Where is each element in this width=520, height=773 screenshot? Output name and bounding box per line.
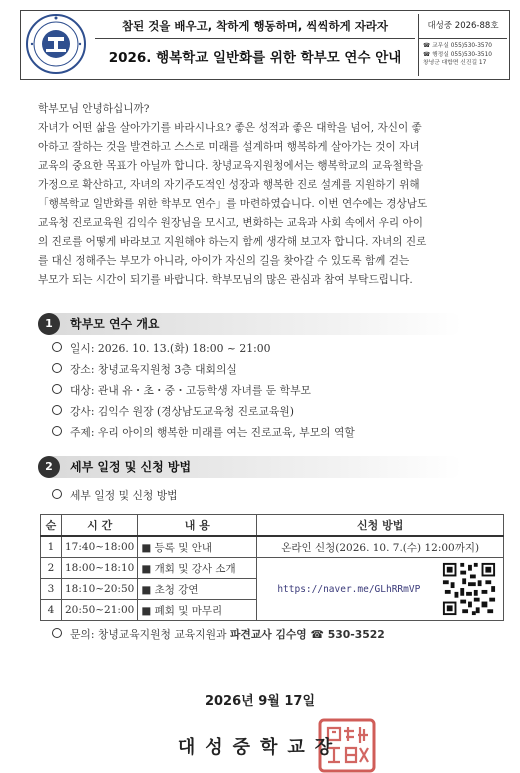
col-header-content: 내 용 — [138, 515, 257, 537]
col-header-no: 순 — [41, 515, 62, 537]
intro-line: 교육의 중요한 목표가 아닐까 합니다. 창녕교육지원청에서는 행복학교의 교육철학을 — [38, 160, 424, 172]
col-header-time: 시 간 — [62, 515, 138, 537]
intro-line: 를 대신 정해주는 부모가 아니라, 아이가 자신의 길을 찾아갈 수 있도록 함께 걷는 — [38, 255, 410, 267]
document-title: 2026. 행복학교 일반화를 위한 학부모 연수 안내 — [108, 50, 402, 66]
list-item: 강사: 김익수 원장 (경상남도교육청 진로교육원) — [52, 401, 355, 422]
contact-line: 창녕군 대합면 신진길 17 — [423, 60, 487, 66]
contact-line: ☎ 행정실 055)530-3510 — [423, 51, 492, 58]
school-emblem-icon — [24, 13, 88, 75]
intro-line: 「행복학교 일반화를 위한 학부모 연수」를 마련하였습니다. 이번 연수에는 경상남도 — [38, 198, 428, 210]
schedule-subheading: 세부 일정 및 신청 방법 — [52, 485, 178, 506]
table-row: 3 18:10~20:50 ■ 초청 강연 — [41, 579, 504, 600]
section-title: 학부모 연수 개요 — [70, 317, 160, 331]
intro-paragraph — [38, 100, 494, 290]
overview-list — [52, 338, 355, 443]
intro-line: 학부모님 안녕하십니까? — [38, 103, 150, 115]
list-item: 장소: 창녕교육지원청 3층 대회의실 — [52, 359, 355, 380]
section-title: 세부 일정 및 신청 방법 — [70, 460, 192, 474]
method-cell — [257, 558, 504, 621]
intro-line: 의 진로를 어떻게 바라보고 지원해야 하는지 함께 생각해 보고자 합니다. 자녀의 진로 — [38, 236, 427, 248]
schedule-table — [40, 514, 504, 621]
table-row: 2 18:00~18:10 ■ 개회 및 강사 소개 https://naver.me/GLhRRmVP — [41, 558, 504, 579]
document-number: 대성중 2026-88호 — [418, 14, 507, 39]
section-number: 1 — [38, 313, 60, 335]
contact-line: ☎ 교무실 055)530-3570 — [423, 43, 492, 49]
circle-bullet-icon — [52, 489, 62, 499]
method-text: 온라인 신청(2026. 10. 7.(수) 12:00까지) — [257, 536, 504, 558]
table-row: 4 20:50~21:00 ■ 폐회 및 마무리 — [41, 600, 504, 621]
list-item: 일시: 2026. 10. 13.(화) 18:00 ~ 21:00 — [52, 338, 355, 359]
list-item: 주제: 우리 아이의 행복한 미래를 여는 진로교육, 부모의 역할 — [52, 422, 355, 443]
list-item: 대상: 관내 유・초・중・고등학생 자녀를 둔 학부모 — [52, 380, 355, 401]
section-header-schedule — [38, 456, 462, 478]
circle-bullet-icon — [52, 628, 62, 638]
school-name-signature: 대성중학교장 — [177, 737, 343, 758]
inquiry-line: 문의: 창녕교육지원청 교육지원과 파견교사 김수영 ☎ 530-3522 — [52, 627, 385, 642]
table-header-row — [41, 515, 504, 537]
intro-line: 교육청 진로교육원 김익수 원장님을 모시고, 변화하는 교육과 사회 속에서 우리 아이 — [38, 217, 423, 229]
registration-link[interactable]: https://naver.me/GLhRRmVP — [277, 583, 421, 595]
contact-info — [418, 38, 506, 76]
circle-bullet-icon — [52, 405, 62, 415]
circle-bullet-icon — [52, 426, 62, 436]
circle-bullet-icon — [52, 384, 62, 394]
circle-bullet-icon — [52, 363, 62, 373]
school-slogan: 참된 것을 배우고, 착하게 행동하며, 씩씩하게 자라자 — [95, 14, 415, 39]
section-number: 2 — [38, 456, 60, 478]
intro-line: 자녀가 어떤 삶을 살아가기를 바라시나요? 좋은 성적과 좋은 대학을 넘어, 자신이 좋 — [38, 122, 422, 134]
table-row: 1 17:40~18:00 ■ 등록 및 안내 온라인 신청(2026. 10. 7.(수) 12:00까지) — [41, 536, 504, 558]
inquiry-contact: 파견교사 김수영 ☎ 530-3522 — [229, 628, 385, 641]
circle-bullet-icon — [52, 342, 62, 352]
intro-line: 부모가 되는 시간이 되기를 바랍니다. 학부모님의 많은 관심과 참여 부탁드립니다. — [38, 274, 413, 286]
section-header-overview — [38, 313, 462, 335]
intro-line: 아하고 잘하는 것을 발견하고 스스로 미래를 설계하며 행복하게 살아가는 것이 자녀 — [38, 141, 420, 153]
issue-date: 2026년 9월 17일 — [204, 694, 316, 709]
col-header-method: 신청 방법 — [257, 515, 504, 537]
intro-line: 가정으로 확산하고, 자녀의 자기주도적인 성장과 행복한 진로 설계를 지원하기 위해 — [38, 179, 420, 191]
qr-code-icon[interactable] — [441, 561, 497, 617]
